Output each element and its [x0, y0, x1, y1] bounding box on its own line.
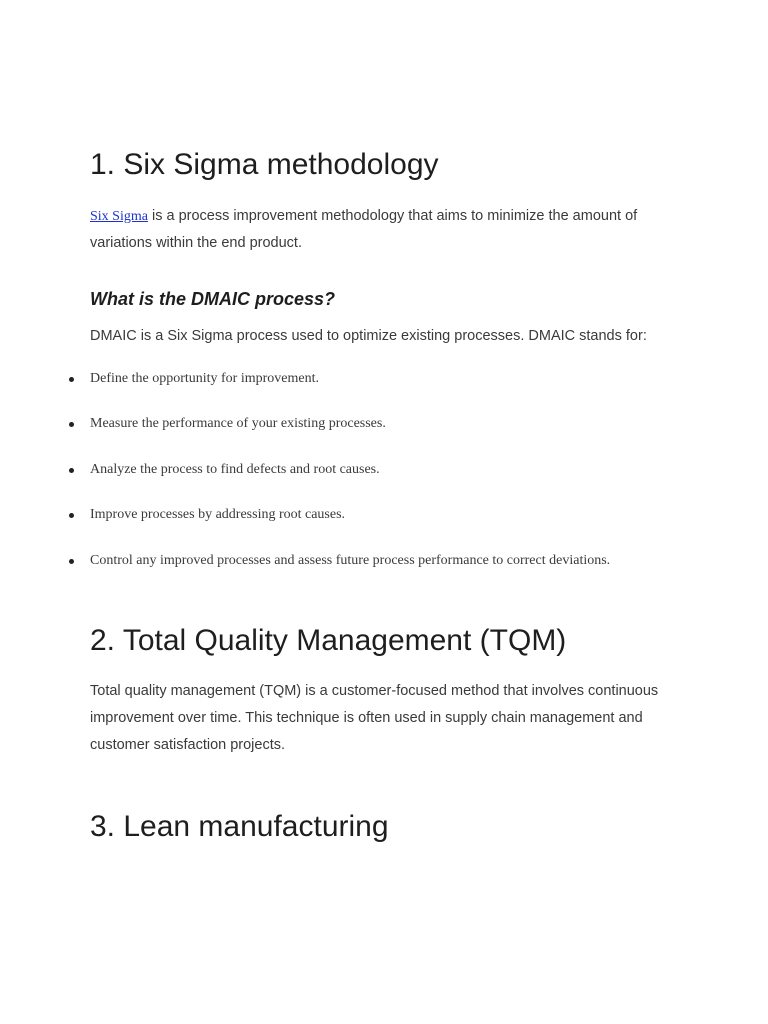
list-item-text: Control any improved processes and assess future process performance to correct deviations. — [90, 552, 611, 568]
dmaic-steps-list — [66, 366, 706, 593]
list-item — [66, 457, 706, 502]
bullet-icon — [69, 513, 74, 518]
bullet-icon — [69, 559, 74, 564]
list-item-text: Analyze the process to find defects and root causes. — [90, 461, 380, 477]
six-sigma-link[interactable]: Six Sigma — [90, 209, 148, 224]
list-item — [66, 502, 706, 547]
bullet-icon — [69, 422, 74, 427]
tqm-body: Total quality management (TQM) is a customer-focused method that involves continuous improvement over time. This technique is often used in supply chain management and customer satisfaction projects. — [90, 683, 659, 753]
list-item-text: Define the opportunity for improvement. — [90, 371, 319, 386]
list-item — [66, 366, 706, 411]
dmaic-subheading: What is the DMAIC process? — [90, 289, 336, 309]
section-heading-tqm: 2. Total Quality Management (TQM) — [90, 624, 567, 657]
list-item — [66, 548, 706, 593]
dmaic-intro: DMAIC is a Six Sigma process used to optimize existing processes. DMAIC stands for: — [90, 328, 647, 344]
section-heading-lean: 3. Lean manufacturing — [90, 810, 389, 843]
six-sigma-intro-text: is a process improvement methodology that aims to minimize the amount of variations within the end product. — [90, 208, 638, 251]
bullet-icon — [69, 377, 74, 382]
six-sigma-intro — [90, 203, 680, 257]
list-item-text: Improve processes by addressing root causes. — [90, 507, 346, 523]
list-item — [66, 411, 706, 456]
list-item-text: Measure the performance of your existing processes. — [90, 416, 386, 432]
bullet-icon — [69, 468, 74, 473]
section-heading-six-sigma: 1. Six Sigma methodology — [90, 148, 439, 181]
